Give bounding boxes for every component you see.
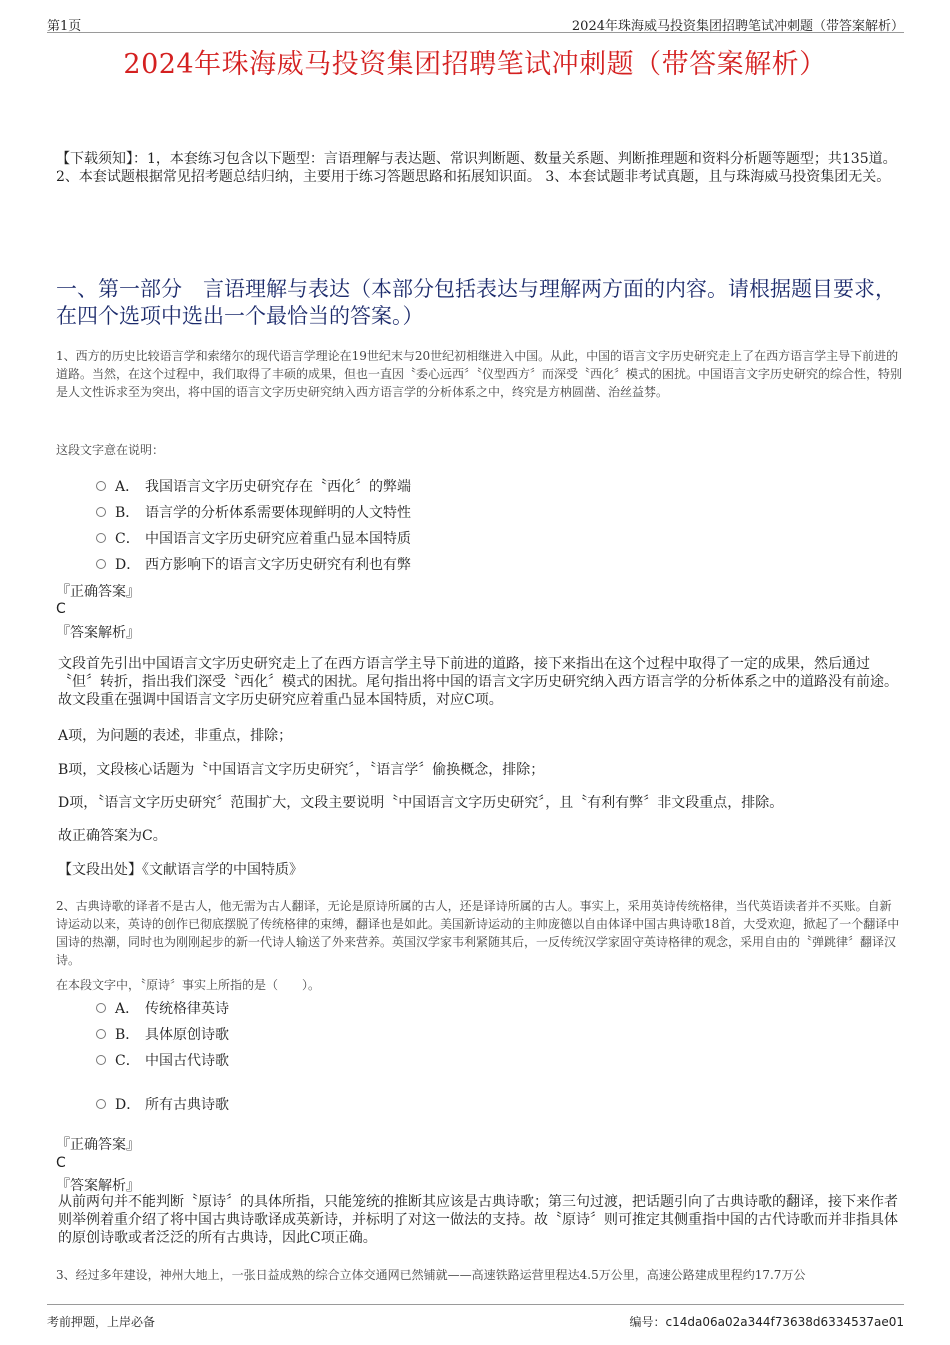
- q1-analysis-label: 『答案解析』: [56, 625, 140, 641]
- q1-analysis-a: A项，为问题的表述，非重点，排除；: [58, 728, 293, 744]
- document-title: 2024年珠海威马投资集团招聘笔试冲刺题（带答案解析）: [123, 49, 827, 80]
- option-letter: A．: [115, 479, 140, 495]
- option-text: 我国语言文字历史研究存在〝西化〞的弊端: [145, 479, 411, 495]
- q2-option-a[interactable]: [96, 998, 229, 1018]
- q2-analysis-label: 『答案解析』: [56, 1178, 140, 1194]
- option-text: 语言学的分析体系需要体现鲜明的人文特性: [145, 505, 411, 521]
- radio-icon[interactable]: [96, 1029, 106, 1039]
- q3-stem: 3、经过多年建设，神州大地上，一张日益成熟的综合立体交通网已然铺就——高速铁路运营里程达4.5万公里，高速公路建成里程约17.7万公: [56, 1268, 806, 1282]
- q1-analysis-main: 文段首先引出中国语言文字历史研究走上了在西方语言学主导下前进的道路，接下来指出在这个过程中取得了一定的成果，然后通过〝但〞转折，指出我们深受〝西化〞模式的困扰。尾句指出将中国的语言文字历史研究纳入西方语言学的分析体系之中的道路没有前途。故文段重在强调中国语言文字历史研究应着重凸显本国特质，对应C项。: [58, 656, 898, 708]
- option-text: 中国语言文字历史研究应着重凸显本国特质: [145, 531, 411, 547]
- q1-analysis-conclusion: 故正确答案为C。: [58, 828, 167, 844]
- radio-icon[interactable]: [96, 1003, 106, 1013]
- option-text: 西方影响下的语言文字历史研究有利也有弊: [145, 557, 411, 573]
- page-header: [47, 12, 904, 33]
- header-doc-title: 2024年珠海威马投资集团招聘笔试冲刺题（带答案解析）: [571, 19, 904, 34]
- option-text: 传统格律英诗: [145, 1001, 229, 1017]
- q2-answer-label: 『正确答案』: [56, 1137, 140, 1153]
- page-number: 第1页: [47, 19, 82, 34]
- q2-analysis: 从前两句并不能判断〝原诗〞的具体所指，只能笼统的推断其应该是古典诗歌；第三句过渡，把话题引向了古典诗歌的翻译，接下来作者则举例着重介绍了将中国古典诗歌译成英新诗，并标明了对这一做法的支持。故〝原诗〞则可推定其侧重指中国的古代诗歌而并非指具体的原创诗歌或者泛泛的所有古典诗，因此C项正确。: [58, 1194, 898, 1246]
- q1-option-d[interactable]: [96, 554, 411, 574]
- option-text: 中国古代诗歌: [145, 1053, 229, 1069]
- q2-prompt: 在本段文字中，〝原诗〞事实上所指的是（ ）。: [56, 978, 321, 992]
- q2-option-c[interactable]: [96, 1050, 229, 1070]
- q2-stem: 2、古典诗歌的译者不是古人，他无需为古人翻译，无论是原诗所属的古人，还是译诗所属的古人。事实上，采用英诗传统格律，当代英语读者并不买账。自新诗运动以来，英诗的创作已彻底摆脱了传统格律的束缚，翻译也是如此。美国新诗运动的主帅庞德以自由体译中国古典诗歌18首，大受欢迎，掀起了一个翻译中国诗的热潮，同时也为刚刚起步的新一代诗人输送了外来营养。英国汉学家韦利紧随其后，一反传统汉学家固守英诗格律的观念，采用自由的〝弹跳律〞翻译汉诗。: [56, 899, 900, 967]
- q1-answer-label: 『正确答案』: [56, 584, 140, 600]
- radio-icon[interactable]: [96, 533, 106, 543]
- q1-prompt: 这段文字意在说明：: [56, 443, 165, 457]
- q2-answer: C: [56, 1155, 66, 1171]
- q1-option-a[interactable]: [96, 476, 411, 496]
- option-letter: A．: [115, 1001, 140, 1017]
- footer-code: c14da06a02a344f73638d6334537ae01: [665, 1315, 904, 1329]
- section-heading: 一、第一部分 言语理解与表达（本部分包括表达与理解两方面的内容。请根据题目要求，在四个选项中选出一个最恰当的答案。）: [56, 277, 896, 328]
- radio-icon[interactable]: [96, 1055, 106, 1065]
- option-letter: B．: [115, 1027, 140, 1043]
- footer-code-label: 编号：: [629, 1315, 666, 1329]
- option-letter: C．: [115, 1053, 140, 1069]
- q1-analysis-b: B项，文段核心话题为〝中国语言文字历史研究〞，〝语言学〞偷换概念，排除；: [58, 762, 545, 778]
- q2-option-d[interactable]: [96, 1094, 229, 1114]
- option-letter: D．: [115, 1097, 141, 1113]
- q2-option-b[interactable]: [96, 1024, 229, 1044]
- option-text: 具体原创诗歌: [145, 1027, 229, 1043]
- radio-icon[interactable]: [96, 559, 106, 569]
- q1-analysis-d: D项，〝语言文字历史研究〞范围扩大，文段主要说明〝中国语言文字历史研究〞，且〝有利有弊〞非文段重点，排除。: [58, 795, 784, 811]
- page-footer: [47, 1304, 904, 1335]
- download-notice: 【下载须知】：1，本套练习包含以下题型：言语理解与表达题、常识判断题、数量关系题、判断推理题和资料分析题等题型；共135道。 2、本套试题根据常见招考题总结归纳，主要用于练习答题思路和拓展知识面。 3、本套试题非考试真题，且与珠海威马投资集团无关。: [56, 151, 897, 185]
- q1-option-b[interactable]: [96, 502, 411, 522]
- option-text: 所有古典诗歌: [145, 1097, 229, 1113]
- q1-source: 【文段出处】《文献语言学的中国特质》: [58, 862, 303, 878]
- q1-option-c[interactable]: [96, 528, 411, 548]
- option-letter: C．: [115, 531, 140, 547]
- footer-slogan: 考前押题，上岸必备: [47, 1315, 156, 1329]
- q1-answer: C: [56, 601, 66, 617]
- radio-icon[interactable]: [96, 507, 106, 517]
- footer-code-line: [630, 1313, 904, 1330]
- option-letter: B．: [115, 505, 140, 521]
- option-letter: D．: [115, 557, 141, 573]
- q1-stem: 1、西方的历史比较语言学和索绪尔的现代语言学理论在19世纪末与20世纪初相继进入中国。从此，中国的语言文字历史研究走上了在西方语言学主导下前进的道路。当然，在这个过程中，我们取得了丰硕的成果，但也一直因〝委心远西〞〝仪型西方〞而深受〝西化〞模式的困扰。中国语言文字历史研究的综合性，特别是人文性诉求至为突出，将中国的语言文字历史研究纳入西方语言学的分析体系之中，终究是方枘圆凿、治丝益棼。: [56, 349, 903, 399]
- radio-icon[interactable]: [96, 481, 106, 491]
- radio-icon[interactable]: [96, 1099, 106, 1109]
